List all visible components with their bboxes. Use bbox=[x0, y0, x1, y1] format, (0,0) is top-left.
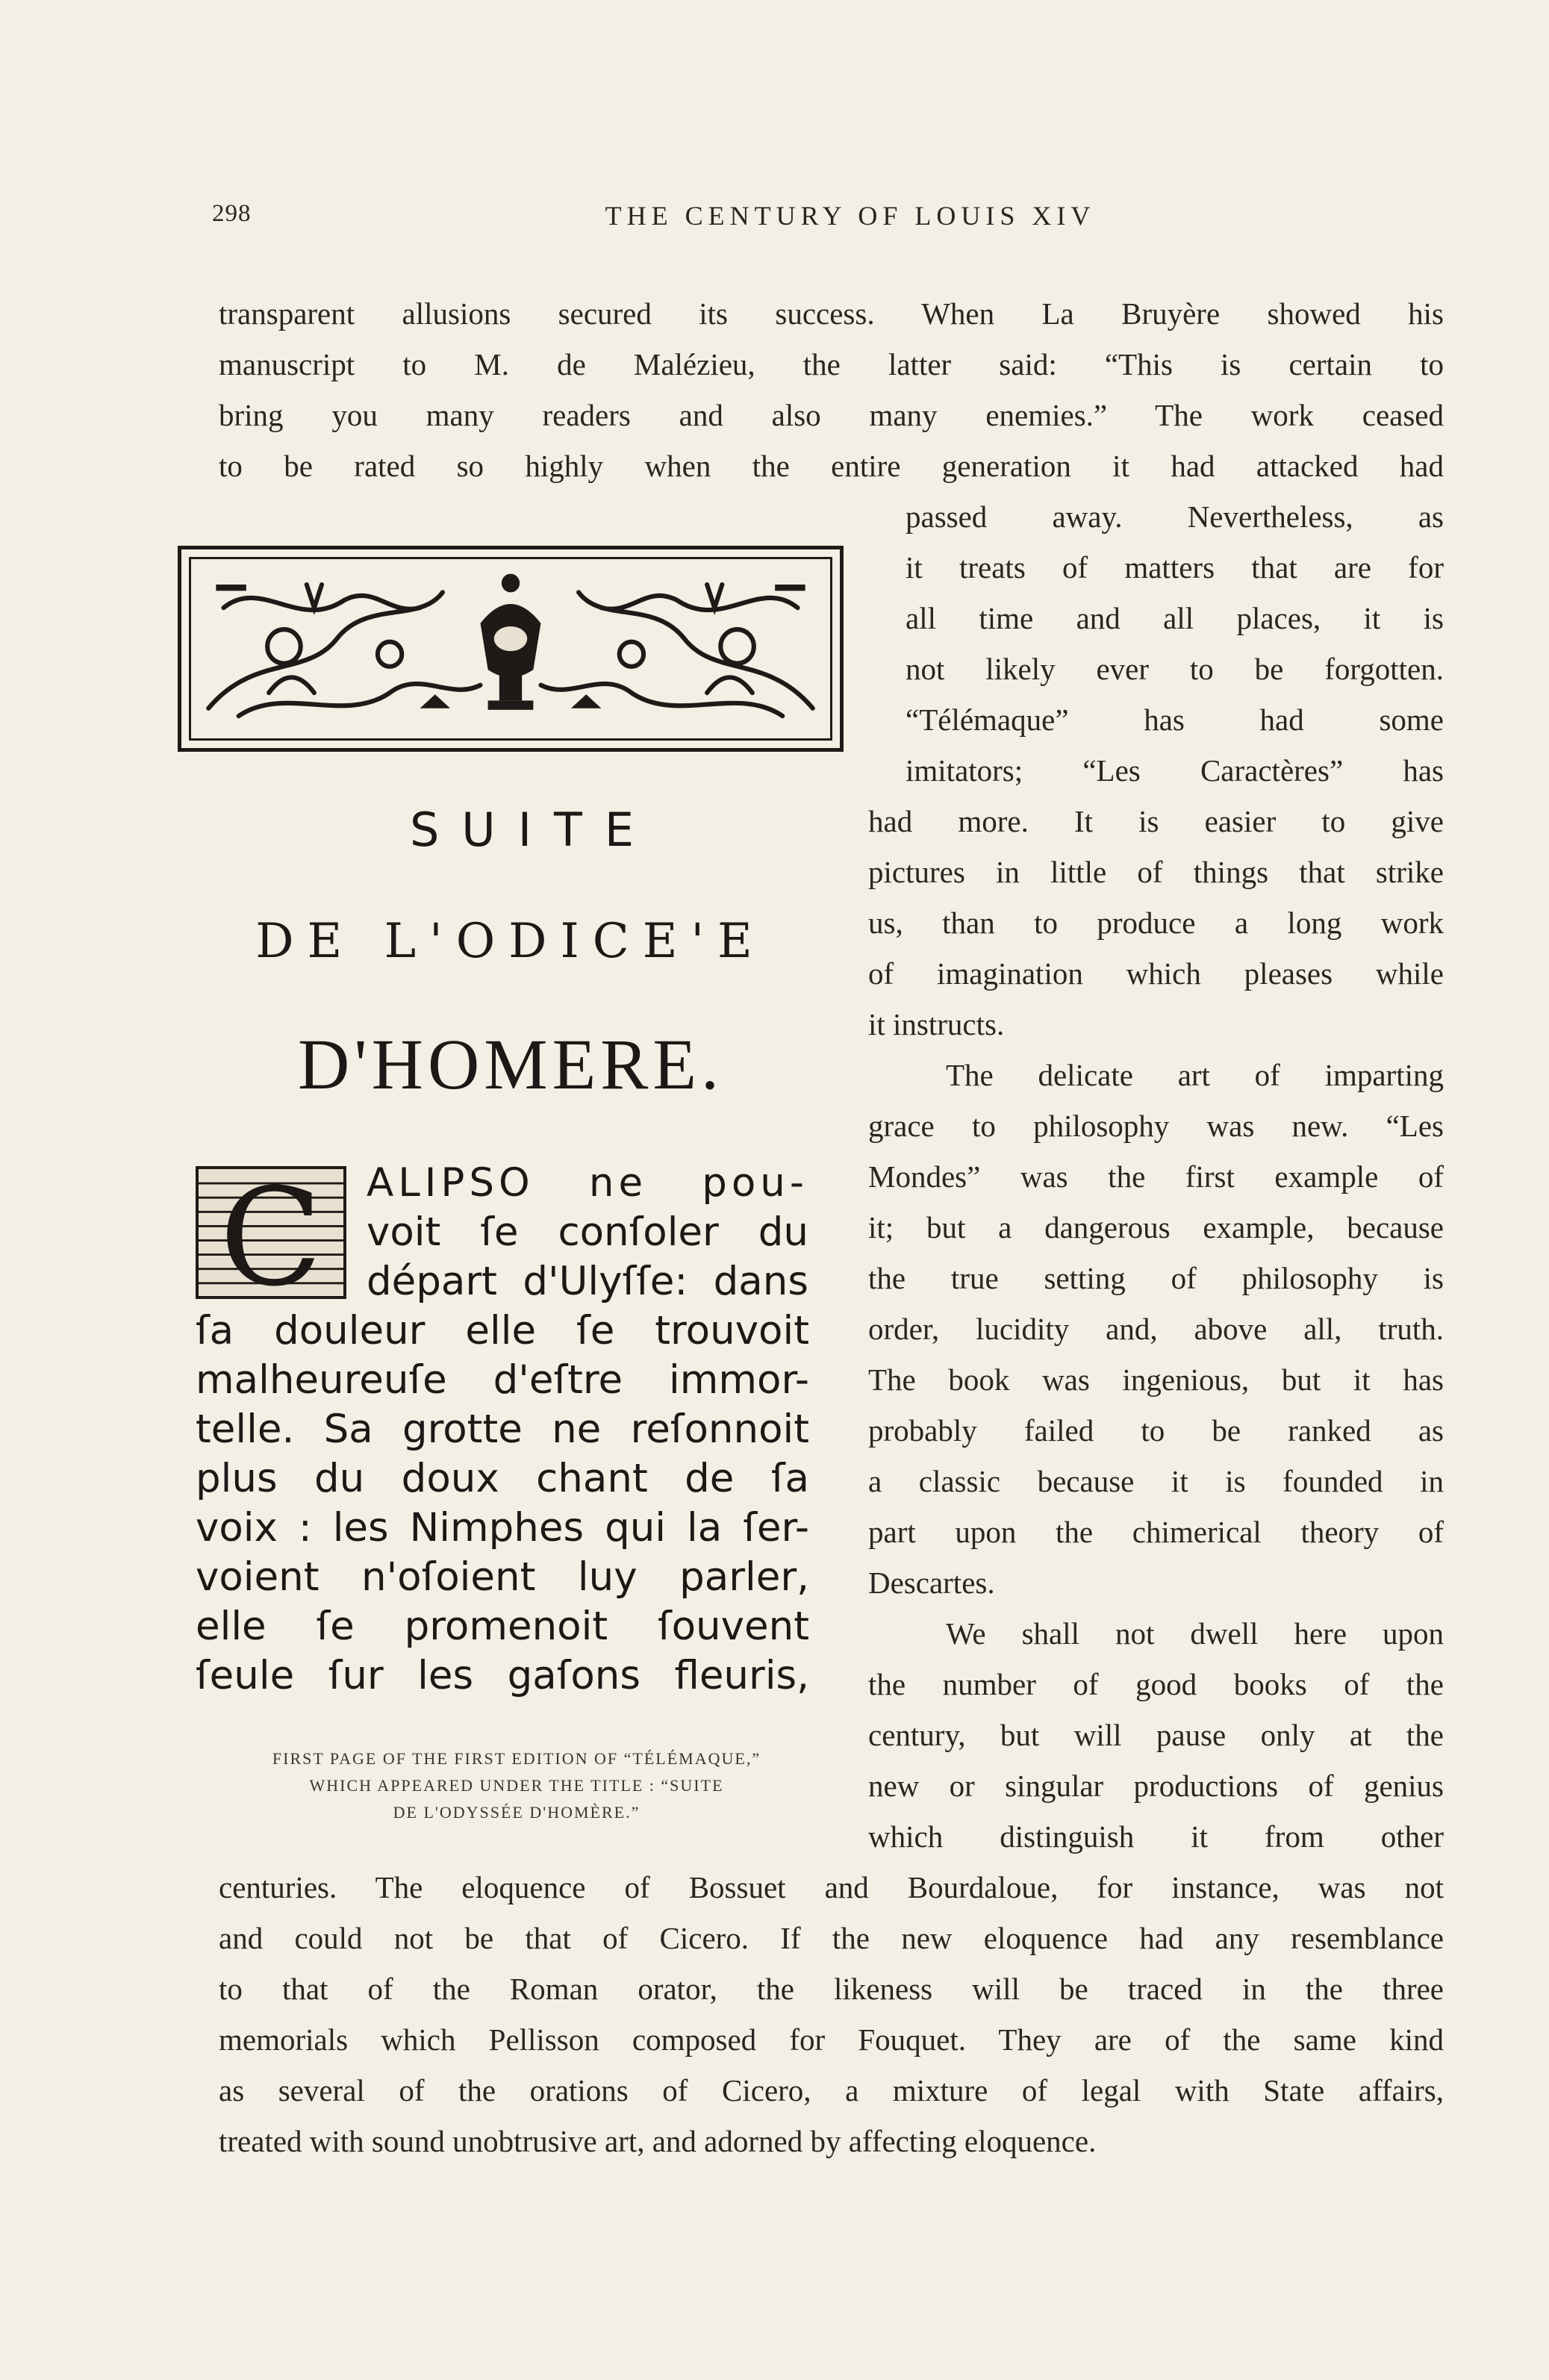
facsimile-text-line: voient n'oſoient luy parler, bbox=[196, 1554, 809, 1600]
text-line: imitators; “Les Caractères” has bbox=[906, 753, 1444, 788]
text-line: not likely ever to be forgotten. bbox=[906, 652, 1444, 686]
text-line: us, than to produce a long work bbox=[868, 906, 1444, 940]
text-line: and could not be that of Cicero. If the new eloquence had any resemblance bbox=[219, 1921, 1444, 1955]
text-line: century, but will pause only at the bbox=[868, 1718, 1444, 1752]
text-line: new or singular productions of genius bbox=[868, 1769, 1444, 1803]
text-line: it instructs. bbox=[868, 1007, 1005, 1041]
figure-caption: DE L'ODYSSÉE D'HOMÈRE.” bbox=[393, 1803, 641, 1822]
text-line: to be rated so highly when the entire generation it had attacked had bbox=[219, 449, 1444, 483]
figure-caption: WHICH APPEARED UNDER THE TITLE : “SUITE bbox=[309, 1776, 724, 1795]
text-line: grace to philosophy was new. “Les bbox=[868, 1109, 1444, 1143]
text-line: Mondes” was the first example of bbox=[868, 1159, 1444, 1194]
facsimile-text-line: ſeule ſur les gaſons fleuris, bbox=[196, 1653, 809, 1698]
initial-letter: C bbox=[219, 1166, 322, 1299]
text-line: centuries. The eloquence of Bossuet and Bourdaloue, for instance, was not bbox=[219, 1870, 1444, 1904]
text-line: the true setting of philosophy is bbox=[868, 1261, 1444, 1295]
facsimile-text-line: telle. Sa grotte ne reſonnoit bbox=[196, 1406, 809, 1452]
figure-caption: FIRST PAGE OF THE FIRST EDITION OF “TÉLÉMAQUE,” bbox=[272, 1749, 761, 1768]
text-line: bring you many readers and also many enemies.” The work ceased bbox=[219, 398, 1444, 432]
ornament-headpiece bbox=[178, 546, 844, 752]
text-line: memorials which Pellisson composed for Fouquet. They are of the same kind bbox=[219, 2022, 1444, 2057]
ornament-scrollwork-icon bbox=[193, 561, 828, 736]
facsimile-title-line: DE L'ODICE'E bbox=[255, 914, 766, 969]
facsimile-text-line: ſa douleur elle ſe trouvoit bbox=[196, 1308, 809, 1353]
text-line: probably failed to be ranked as bbox=[868, 1413, 1444, 1448]
page-header bbox=[212, 200, 1444, 237]
text-line: to that of the Roman orator, the likeness will be traced in the three bbox=[219, 1972, 1444, 2006]
text-line: treated with sound unobtrusive art, and adorned by affecting eloquence. bbox=[219, 2124, 1097, 2158]
facsimile-text-line: voix : les Nimphes qui la ſer- bbox=[196, 1505, 809, 1551]
text-line: all time and all places, it is bbox=[906, 601, 1444, 635]
text-line: of imagination which pleases while bbox=[868, 956, 1444, 991]
text-line: had more. It is easier to give bbox=[868, 804, 1444, 838]
facsimile-text-line: départ d'Ulyſſe: dans bbox=[367, 1259, 808, 1304]
decorated-initial bbox=[196, 1166, 346, 1299]
facsimile-title-line: SUITE bbox=[409, 803, 657, 857]
text-line: Descartes. bbox=[868, 1566, 995, 1600]
text-line: part upon the chimerical theory of bbox=[868, 1515, 1444, 1549]
facsimile-title-line: D'HOMERE. bbox=[298, 1024, 723, 1104]
text-line: “Télémaque” has had some bbox=[906, 703, 1444, 737]
facsimile-text-line: ALIPSO ne pou- bbox=[367, 1160, 808, 1206]
facsimile-text-line: voit ſe conſoler du bbox=[367, 1209, 808, 1255]
text-line: which distinguish it from other bbox=[868, 1819, 1444, 1854]
text-line: transparent allusions secured its success. When La Bruyère showed his bbox=[219, 296, 1444, 331]
text-line: pictures in little of things that strike bbox=[868, 855, 1444, 889]
page-number: 298 bbox=[212, 200, 252, 227]
text-line: manuscript to M. de Malézieu, the latter said: “This is certain to bbox=[219, 347, 1444, 381]
text-line: order, lucidity and, above all, truth. bbox=[868, 1312, 1444, 1346]
text-line: passed away. Nevertheless, as bbox=[906, 499, 1444, 534]
text-line: as several of the orations of Cicero, a mixture of legal with State affairs, bbox=[219, 2073, 1444, 2108]
text-line: a classic because it is founded in bbox=[868, 1464, 1444, 1498]
facsimile-text-line: malheureuſe d'eſtre immor- bbox=[196, 1357, 809, 1403]
text-line: We shall not dwell here upon bbox=[946, 1616, 1444, 1651]
facsimile-text-line: elle ſe promenoit ſouvent bbox=[196, 1604, 809, 1649]
text-line: it; but a dangerous example, because bbox=[868, 1210, 1444, 1244]
text-line: The delicate art of imparting bbox=[946, 1058, 1444, 1092]
facsimile-text-line: plus du doux chant de ſa bbox=[196, 1456, 809, 1501]
text-line: The book was ingenious, but it has bbox=[868, 1362, 1444, 1397]
text-line: the number of good books of the bbox=[868, 1667, 1444, 1701]
running-head: THE CENTURY OF LOUIS XIV bbox=[605, 201, 1096, 231]
text-line: it treats of matters that are for bbox=[906, 550, 1444, 585]
